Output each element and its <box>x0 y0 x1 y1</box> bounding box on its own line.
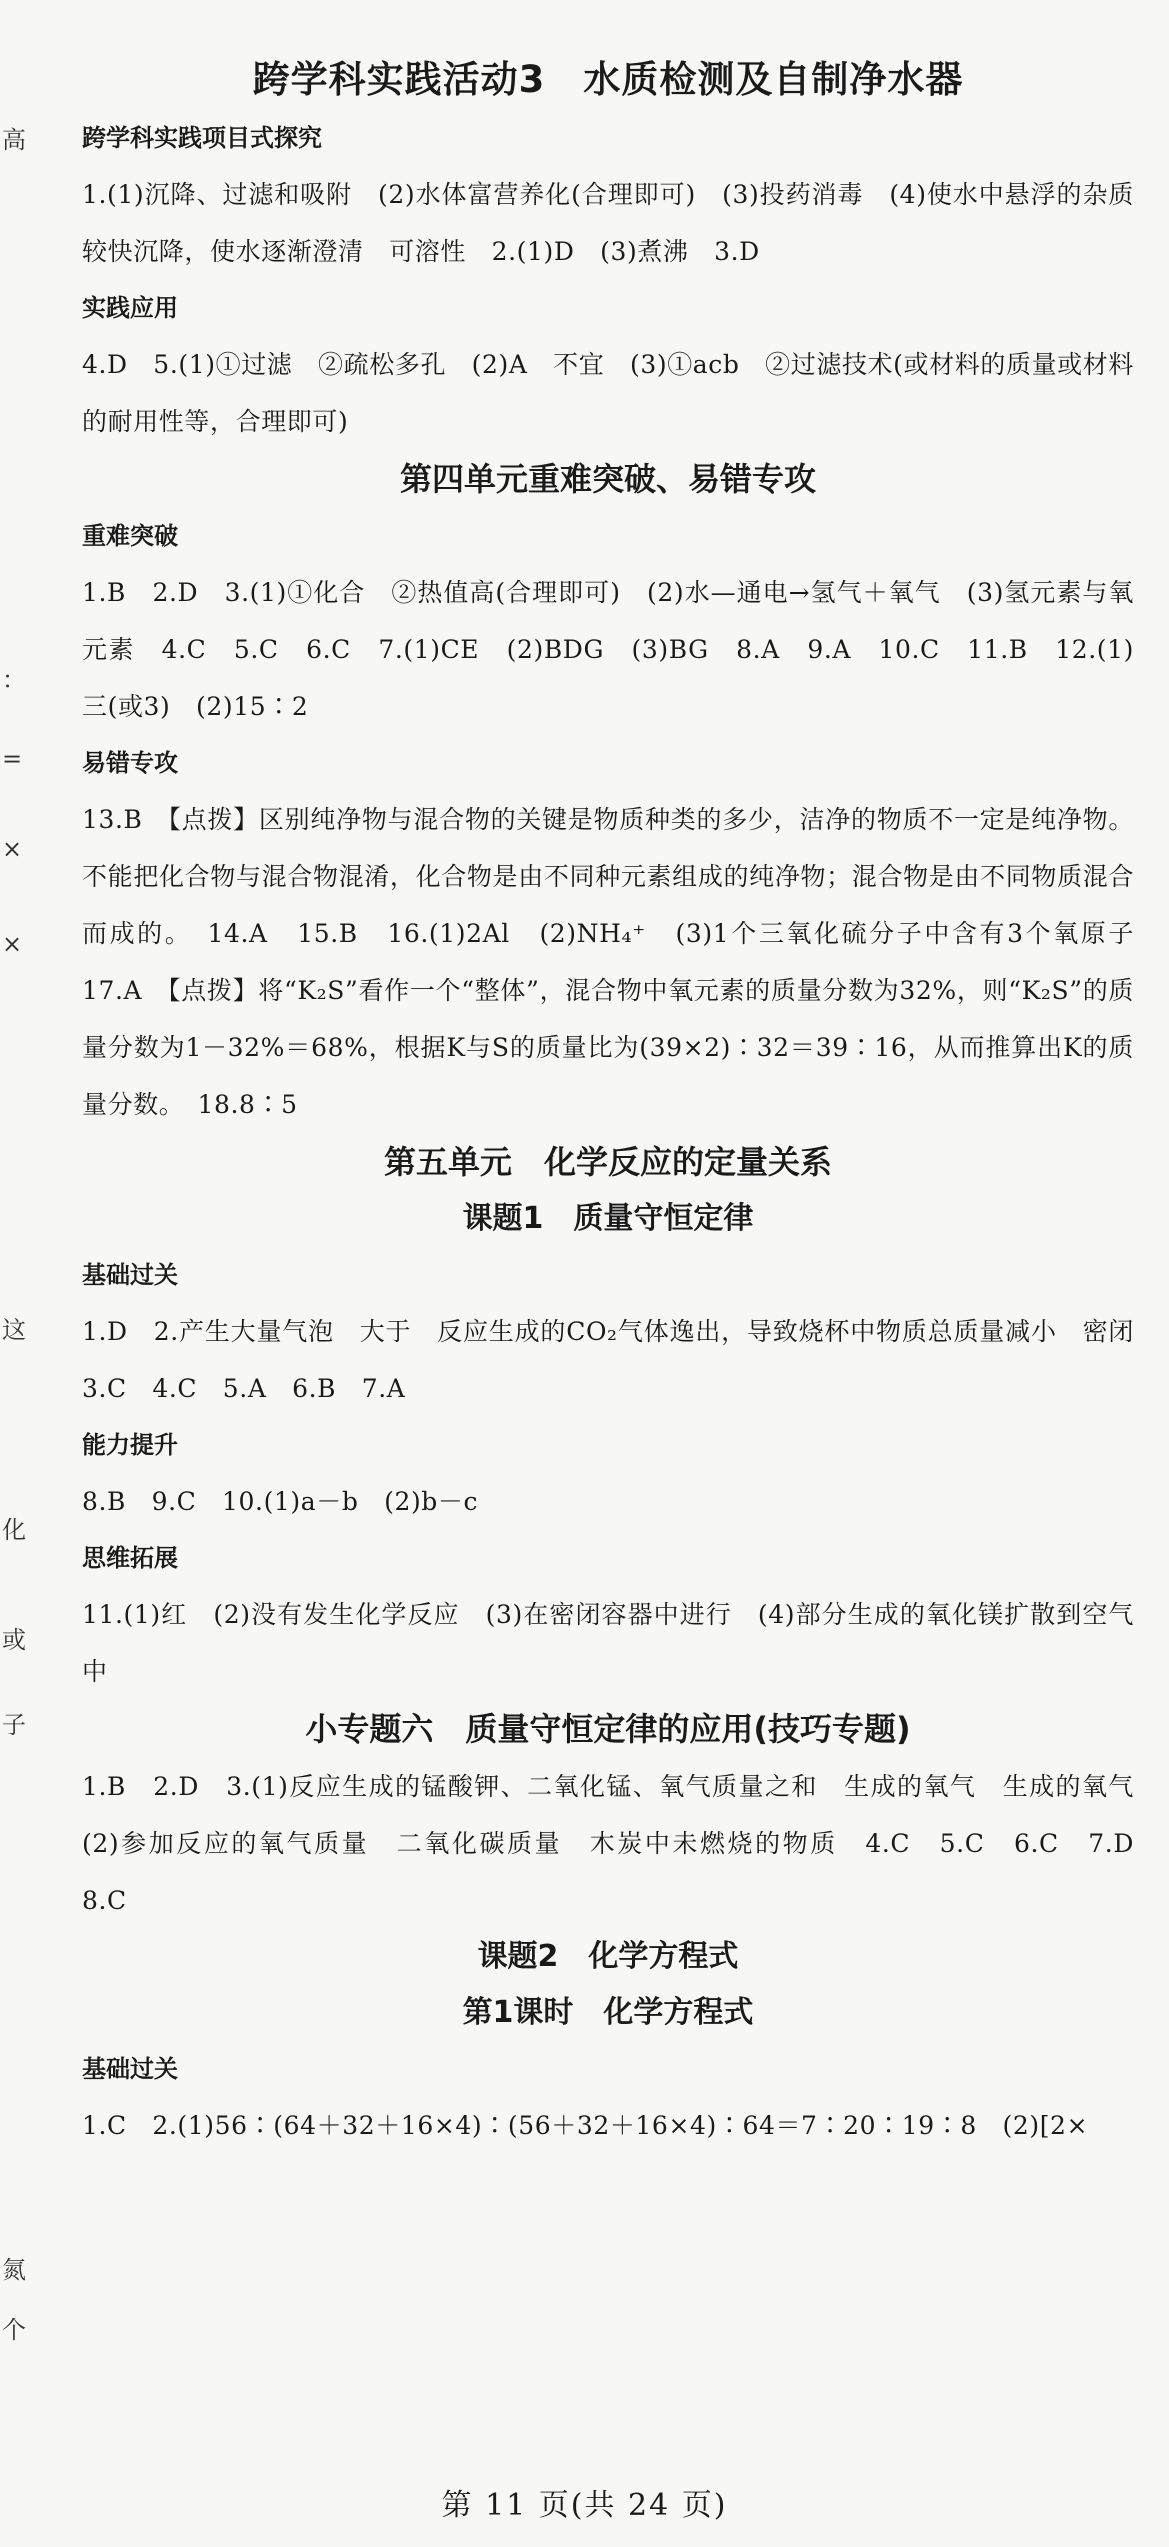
margin-char: × <box>2 835 23 863</box>
answer-paragraph: 1.(1)沉降、过滤和吸附 (2)水体富营养化(合理即可) (3)投药消毒 (4)使水中悬浮的杂质较快沉降，使水逐渐澄清 可溶性 2.(1)D (3)煮沸 3.D <box>82 180 1134 266</box>
page-footer: 第 11 页(共 24 页) <box>441 2488 728 2523</box>
margin-char: 个 <box>2 2316 26 2344</box>
subsection-heading: 基础过关 <box>82 2055 178 2083</box>
unit-title: 第五单元 化学反应的定量关系 <box>383 1143 832 1181</box>
lesson-title: 课题2 化学方程式 <box>477 1939 739 1974</box>
margin-char: × <box>2 930 23 958</box>
content-column <box>82 50 1160 2154</box>
answer-paragraph: 1.C 2.(1)56∶(64＋32＋16×4)∶(56＋32＋16×4)∶64＝7∶20∶19∶8 (2)[2× <box>82 2111 1089 2140</box>
answer-paragraph: 1.B 2.D 3.(1)反应生成的锰酸钾、二氧化锰、氧气质量之和 生成的氧气 生成的氧气 (2)参加反应的氧气质量 二氧化碳质量 木炭中未燃烧的物质 4.C 5.C 6.C 7.D 8.C <box>82 1772 1160 1915</box>
subsection-heading: 基础过关 <box>82 1261 178 1289</box>
subsection-heading: 思维拓展 <box>82 1544 178 1572</box>
answer-paragraph: 8.B 9.C 10.(1)a－b (2)b－c <box>82 1487 479 1516</box>
unit-title: 第四单元重难突破、易错专攻 <box>399 460 816 498</box>
unit-title: 小专题六 质量守恒定律的应用(技巧专题) <box>305 1710 911 1748</box>
subsection-heading: 易错专攻 <box>82 749 178 777</box>
subsection-heading: 能力提升 <box>82 1431 178 1459</box>
margin-char: 这 <box>2 1316 26 1344</box>
margin-char: = <box>2 745 23 773</box>
answer-paragraph: 1.B 2.D 3.(1)①化合 ②热值高(合理即可) (2)水—通电→氢气＋氧气 (3)氢元素与氧元素 4.C 5.C 6.C 7.(1)CE (2)BDG (3)BG 8.A 9.A 10.C 11.B 12.(1)三(或3) (2)15∶2 <box>82 578 1134 721</box>
margin-char: 或 <box>2 1626 26 1654</box>
margin-char: 高 <box>2 126 26 154</box>
section-title: 跨学科实践活动3 水质检测及自制净水器 <box>252 58 964 101</box>
margin-char: 子 <box>2 1711 26 1739</box>
left-margin-clipped-text <box>0 0 30 2547</box>
subsection-heading: 重难突破 <box>82 522 178 550</box>
margin-char: 化 <box>2 1516 26 1544</box>
answer-paragraph: 13.B 【点拨】区别纯净物与混合物的关键是物质种类的多少，洁净的物质不一定是纯净物。不能把化合物与混合物混淆，化合物是由不同种元素组成的纯净物；混合物是由不同物质混合而成的。 14.A 15.B 16.(1)2Al (2)NH₄⁺ (3)1个三氧化硫分子中含有3个氧原子 17.A 【点拨】将“K₂S”看作一个“整体”，混合物中氧元素的质量分数为32%，则“K₂S”的质量分数为1－32%＝68%，根据K与S的质量比为(39×2)∶32＝39∶16，从而推算出K的质量分数。 18.8∶5 <box>82 805 1160 1119</box>
answer-paragraph: 11.(1)红 (2)没有发生化学反应 (3)在密闭容器中进行 (4)部分生成的氧化镁扩散到空气中 <box>82 1600 1134 1686</box>
margin-char: ： <box>2 666 26 694</box>
lesson-title: 课题1 质量守恒定律 <box>462 1201 754 1236</box>
margin-char: 氮 <box>2 2256 26 2284</box>
answer-paragraph: 1.D 2.产生大量气泡 大于 反应生成的CO₂气体逸出，导致烧杯中物质总质量减小 密闭 3.C 4.C 5.A 6.B 7.A <box>82 1317 1160 1403</box>
subsection-heading: 跨学科实践项目式探究 <box>82 124 322 152</box>
answer-paragraph: 4.D 5.(1)①过滤 ②疏松多孔 (2)A 不宜 (3)①acb ②过滤技术(或材料的质量或材料的耐用性等，合理即可) <box>82 350 1134 436</box>
lesson-title: 第1课时 化学方程式 <box>462 1995 754 2030</box>
subsection-heading: 实践应用 <box>82 294 178 322</box>
